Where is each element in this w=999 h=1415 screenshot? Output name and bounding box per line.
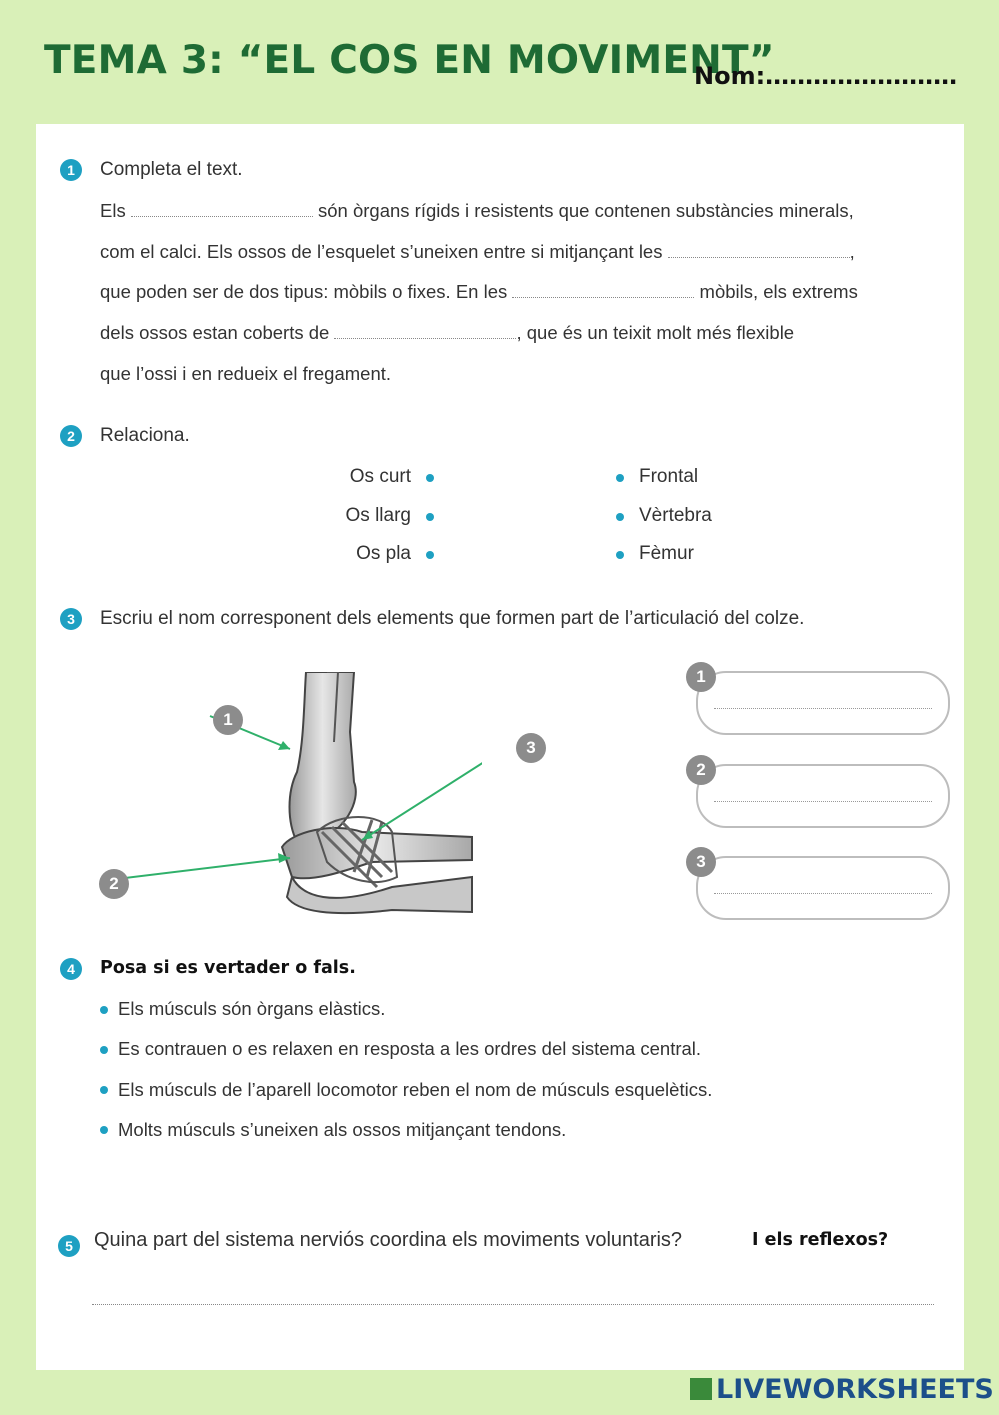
answer-label-3: 3	[686, 847, 716, 877]
liveworksheets-logo: LIVEWORKSHEETS	[690, 1374, 994, 1405]
statement-1[interactable]: Els músculs són òrgans elàstics.	[118, 998, 386, 1019]
match-left-item: Os curt	[349, 466, 411, 487]
match-left-dot[interactable]	[426, 551, 434, 559]
q1-line-2: com el calci. Els ossos de l’esquelet s’uneixen entre si mitjançant les ,	[100, 241, 855, 262]
question-4-heading: Posa si es vertader o fals.	[100, 958, 356, 978]
statement-bullet	[100, 1086, 108, 1094]
diagram-label-2: 2	[99, 869, 129, 899]
question-5-number: 5	[58, 1235, 80, 1257]
match-right-item: Fèmur	[639, 543, 694, 564]
statement-4[interactable]: Molts músculs s’uneixen als ossos mitjançant tendons.	[118, 1119, 567, 1140]
statement-bullet	[100, 1046, 108, 1054]
q1-blank-2[interactable]	[668, 243, 850, 258]
match-right-item: Vèrtebra	[639, 505, 712, 526]
diagram-label-3: 3	[516, 733, 546, 763]
question-3-number: 3	[60, 608, 82, 630]
answer-label-2: 2	[686, 755, 716, 785]
answer-box-1[interactable]	[696, 671, 950, 735]
question-3-heading: Escriu el nom corresponent dels elements que formen part de l’articulació del colze.	[100, 608, 805, 629]
q1-blank-3[interactable]	[512, 283, 694, 298]
question-2-number: 2	[60, 425, 82, 447]
match-right-dot[interactable]	[616, 474, 624, 482]
match-right-dot[interactable]	[616, 513, 624, 521]
diagram-label-1: 1	[213, 705, 243, 735]
question-2-heading: Relaciona.	[100, 425, 190, 446]
question-4-number: 4	[60, 958, 82, 980]
q1-line-3: que poden ser de dos tipus: mòbils o fixes. En les mòbils, els extrems	[100, 281, 858, 302]
page-title: TEMA 3: “EL COS EN MOVIMENT”	[44, 38, 775, 83]
answer-line[interactable]	[92, 1304, 934, 1305]
q1-blank-4[interactable]	[334, 324, 516, 339]
q1-line-4: dels ossos estan coberts de , que és un teixit molt més flexible	[100, 322, 795, 343]
statement-2[interactable]: Es contrauen o es relaxen en resposta a les ordres del sistema central.	[118, 1038, 702, 1059]
answer-box-2[interactable]	[696, 764, 950, 828]
answer-label-1: 1	[686, 662, 716, 692]
match-left-dot[interactable]	[426, 474, 434, 482]
match-left-dot[interactable]	[426, 513, 434, 521]
question-5-extra: I els reflexos?	[752, 1230, 889, 1250]
elbow-joint-illustration	[92, 672, 482, 922]
question-1-number: 1	[60, 159, 82, 181]
logo-icon	[690, 1378, 712, 1400]
match-left-item: Os llarg	[345, 505, 411, 526]
q1-blank-1[interactable]	[131, 202, 313, 217]
question-1-heading: Completa el text.	[100, 159, 243, 180]
q1-line-1: Els són òrgans rígids i resistents que contenen substàncies minerals,	[100, 200, 854, 221]
name-field-label[interactable]: Nom:……………………	[694, 62, 958, 90]
match-right-item: Frontal	[639, 466, 699, 487]
statement-bullet	[100, 1126, 108, 1134]
match-left-item: Os pla	[356, 543, 411, 564]
match-right-dot[interactable]	[616, 551, 624, 559]
q1-line-5: que l’ossi i en redueix el fregament.	[100, 363, 392, 384]
statement-bullet	[100, 1006, 108, 1014]
question-5-heading: Quina part del sistema nerviós coordina els moviments voluntaris?	[94, 1229, 683, 1251]
worksheet	[36, 124, 964, 1370]
statement-3[interactable]: Els músculs de l’aparell locomotor reben el nom de músculs esquelètics.	[118, 1079, 713, 1100]
answer-box-3[interactable]	[696, 856, 950, 920]
